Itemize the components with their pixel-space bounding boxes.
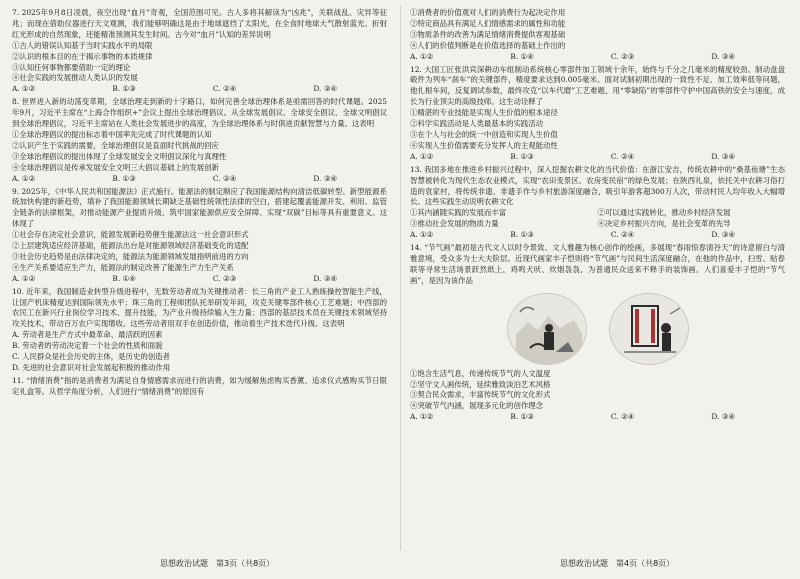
choice-c: C. ②④ <box>212 84 237 94</box>
answer-choices <box>12 274 387 285</box>
question-9 <box>12 187 387 285</box>
option: ②科学实践活动是人类最基本的实践活动 <box>410 119 544 129</box>
choice-b: B. ①③ <box>112 173 136 183</box>
choice-c: C. ②④ <box>610 230 635 240</box>
question-11-continued <box>410 8 785 63</box>
option: ③社会历史趋势是由法律决定的，能源法为能源领域发展指明前进的方向 <box>12 251 249 261</box>
choice-c: C. ②③ <box>212 273 237 283</box>
choice-a: A. ①② <box>410 51 434 61</box>
choice-c: C. ②④ <box>610 151 635 161</box>
choice-d: D. ③④ <box>313 84 337 94</box>
option: D. 先进的社会意识对社会发展起积极的推动作用 <box>12 363 171 372</box>
choice-c: C. ②④ <box>212 173 237 183</box>
column-divider <box>400 6 401 551</box>
question-stem: 9. 2025年，《中华人民共和国能源法》正式施行。能源法的制定顺应了我国能源结构向清洁低碳转型、新型能源系统加快构建的新趋势，填补了我国能源领域长期缺乏基础性统领性法律的空白，搭建起覆盖能源开发、利用、监管全链条的法律框架，对推动能源产业提质升级、筑牢国家能源供应安全屏障、实现“双碳”目标等具有重要意义。这体现了 <box>12 186 387 229</box>
option: ②特定商品具有满足人们情感需求的属性和功能 <box>410 18 566 28</box>
option: ②上层建筑适应经济基础，能源法出台是对能源领域经济基础变化的适配 <box>12 241 249 251</box>
option: ①社会存在决定社会意识，能源发展新趋势催生能源法这一社会意识形式 <box>12 230 249 240</box>
option: ②认识产生于实践的需要，全球治理倡议是直面时代挑战的回应 <box>12 140 219 150</box>
option-row <box>410 208 785 219</box>
left-column <box>12 8 387 400</box>
choice-a: A. ①② <box>12 273 36 283</box>
option: ③契合民众需求，丰富传统节气的文化形式 <box>410 390 551 400</box>
choice-b: B. ①③ <box>510 230 534 240</box>
option: ③推动社会发展的物质力量 <box>410 219 499 229</box>
choice-b: B. ①③ <box>510 412 534 422</box>
question-stem: 11. “情绪消费”指的是消费者为满足自身情感需求而进行的消费，如为缓解焦虑购买香薰、追求仪式感购买节日限定礼盒等。从哲学角度分析，人们进行“情绪消费”的原因有 <box>12 375 387 396</box>
choice-b: B. ①④ <box>510 51 534 61</box>
choice-c: C. ②④ <box>610 412 635 422</box>
choice-d: D. ③④ <box>313 273 337 283</box>
question-stem: 14. “节气画”最初是古代文人以时令景致、文人雅趣为核心创作的绘画，多展现“春雨惊春清谷天”的诗意留白与清雅意境，受众多为士大夫阶层。近现代画家丰子恺则将“节气画”与民间生活深度融合，在他的作品中，扫雪、贴春联等寻常生活场景跃然纸上，鸡鸣犬吠、炊烟袅袅，为普通民众送来不释手的装饰画。人们喜爱丰子恺的“节气画”，是因为该作品 <box>410 243 785 285</box>
right-column <box>410 8 785 425</box>
answer-choices <box>410 152 785 163</box>
option: ①全球治理倡议的提出标志着中国率先完成了时代课题的认知 <box>12 129 212 139</box>
option: ④社会实践的发展推动人类认识的发展 <box>12 73 138 83</box>
option: ③物质条件的改善为满足情绪消费提供客观基础 <box>410 29 566 39</box>
option: ④全球治理倡议是传承发展安全文明三大倡议基础上的发展创新 <box>12 162 219 172</box>
option: ③在个人与社会的统一中创造和实现人生价值 <box>410 129 558 139</box>
option: ②可以通过实践转化，推动乡村经济发展 <box>597 208 731 218</box>
choice-a: A. ①② <box>410 230 434 240</box>
choice-d: D. ③④ <box>711 151 735 161</box>
question-14 <box>410 243 785 423</box>
option: ④人们的价值判断是在价值选择的基础上作出的 <box>410 40 566 50</box>
choice-b: B. ①③ <box>112 84 136 94</box>
option: ①饱含生活气息，传递传统节气的人文温度 <box>410 368 551 378</box>
option: ③认知任何事物都要借助一定的理论 <box>12 62 131 72</box>
option: ④突破节气内涵，展现多元化的创作理念 <box>410 401 544 411</box>
question-8 <box>12 97 387 184</box>
answer-choices <box>12 174 387 185</box>
choice-a: A. ①② <box>410 151 434 161</box>
page-footer-left: 思想政治试题 第3页（共8页） <box>160 559 275 568</box>
option: ①古人的错误认知基于当时实践水平的局限 <box>12 40 153 50</box>
option: ④决定乡村振兴方向，是社会变革的先导 <box>597 219 731 229</box>
option: ①消费者的价值观对人们的消费行为起决定作用 <box>410 8 566 17</box>
question-12 <box>410 65 785 163</box>
option: B. 劳动者的劳动决定着一个社会的性质和面貌 <box>12 341 163 351</box>
option: C. 人民群众是社会历史的主体，是历史的创造者 <box>12 352 170 362</box>
answer-choices <box>410 52 785 63</box>
page-footer-right: 思想政治试题 第4页（共8页） <box>560 559 675 568</box>
choice-b: B. ①④ <box>112 273 136 283</box>
option: ①其内涵随实践的发展而丰富 <box>410 208 507 218</box>
option: ④实现人生价值需要充分发挥人的主观能动性 <box>410 140 558 150</box>
question-stem: 12. 大国工匠张洪宾深耕动车组制动系统核心零部件加工领域十余年，始终与千分之几毫米的精度较劲。制动盘盘毂件为列车“刹车”的关键部件，精度要求达到0.005毫米。面对试制初期出现的一致性不足、加工效率低等问题，他扎根车间，反复调试参数，最终攻克“以车代磨”工艺难题，用“零缺陷”的零部件守护中国高铁的安全与速度，成长为行业顶尖的高级技师。这生动诠释了 <box>410 64 785 107</box>
choice-b: B. ①③ <box>510 151 534 161</box>
choice-a: A. ①② <box>12 84 36 94</box>
choice-d: D. ③④ <box>313 173 337 183</box>
question-7 <box>12 8 387 95</box>
choice-a: A. ①② <box>410 412 434 422</box>
question-11 <box>12 376 387 398</box>
answer-choices <box>410 230 785 241</box>
painting-2 <box>609 293 689 365</box>
option: ①精湛的专业技能是实现人生价值的根本途径 <box>410 108 558 118</box>
question-stem: 10. 近年来，我国制造业转型升级进程中，无数劳动者成为关键推动者：长三角的产业工人熟练操控智能生产线，让国产机床精度达到国际领先水平；珠三角的工程师团队托举研发年间，攻克关键零部件核心工艺难题；中西部的农民工在新兴行业岗位学习技术、提升技能，为产业升级持续输入生力量；西部的基层技术员在关键技术领域坚持攻关技术，带动百万农户实现增收。这些劳动者用双手在创造价值，推动着生产技术迭代升级。这表明 <box>12 286 387 329</box>
painting-illustrations <box>410 293 785 365</box>
question-10 <box>12 287 387 374</box>
question-stem: 7. 2025年9月8日凌晨，夜空出现“血月”奇观，全国范围可见。古人多将其解读为“凶兆”，关联战乱、灾异等征兆；而现在借助仪器进行天文观测，我们能够明确这是由于地球遮挡了太阳光，在全食时地球大气散射蓝光、折射红光形成的自然现象，还能精准预测其发生时间。古今对“血月”认知的差异说明 <box>12 8 387 39</box>
choice-d: D. ③④ <box>711 412 735 422</box>
question-stem: 8. 世界进入新的动荡变革期，全球治理走到新的十字路口，如何完善全球治理体系是亟需回答的时代课题。2025年9月，习近平主席在“上海合作组织+”会议上提出全球治理倡议。从全球发展倡议、全球安全倡议、全球文明倡议到全球治理倡议，习近平主席站在人类社会发展进步的高度，为全球治理体系与时俱进贡献智慧与力量。这表明 <box>12 97 387 129</box>
answer-choices <box>12 84 387 95</box>
option: ②认识的根本目的在于揭示事物的本质规律 <box>12 51 153 61</box>
choice-c: C. ②③ <box>610 51 635 61</box>
option: A. 劳动者是生产方式中最革命、最活跃的因素 <box>12 330 163 340</box>
question-13 <box>410 165 785 241</box>
option: ④生产关系要适应生产力，能源法的制定改善了能源生产力生产关系 <box>12 262 234 272</box>
painting-1 <box>507 293 587 365</box>
choice-a: A. ①② <box>12 173 36 183</box>
answer-choices <box>410 412 785 423</box>
question-stem: 13. 我国多地在推进乡村振兴过程中，深入挖掘农耕文化的当代价值：在浙江安吉，传统农耕中的“桑基鱼塘”生态智慧被转化为现代生态农业模式，实现“农田变景区、农房变民宿”的绿色发展；在陕西礼泉，依托关中农耕习俗打造的袁家村，将传统非遗、非遗手作与乡村旅游深度融合，吸引年游客超300万人次，带动村民人均年收入大幅增长。这些实践生动说明农耕文化 <box>410 164 785 207</box>
option: ②坚守文人画传统，延续雅致淡泊艺术风格 <box>410 379 551 389</box>
choice-d: D. ③④ <box>711 230 735 240</box>
choice-d: D. ③④ <box>711 51 735 61</box>
option: ③全球治理倡议的提出体现了全球发展安全文明倡议深化与真理性 <box>12 151 227 161</box>
option-row <box>410 219 785 230</box>
